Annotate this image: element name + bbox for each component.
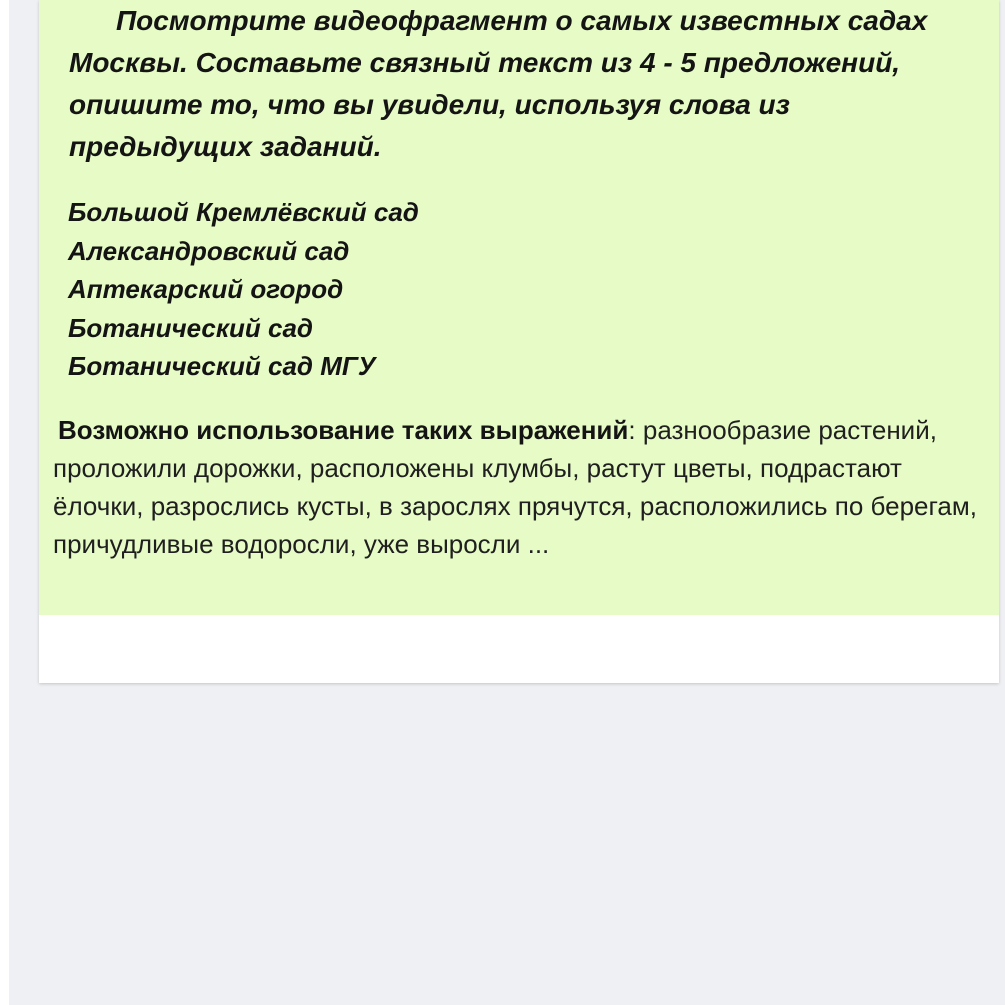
garden-item: Большой Кремлёвский сад [68, 197, 419, 227]
expressions-hint [53, 411, 993, 563]
garden-list [68, 193, 419, 386]
garden-item: Ботанический сад МГУ [68, 351, 376, 381]
hint-lead: Возможно использование таких выражений [58, 415, 629, 445]
task-instruction: Посмотрите видеофрагмент о самых известных садах Москвы. Составьте связный текст из 4 - 5 предложений, опишите то, что вы увидели, используя слова из предыдущих заданий. [69, 5, 928, 162]
hint-text: : разнообразие растений, проложили дорожки, расположены клумбы, растут цветы, подрастают ёлочки, разрослись кусты, в зарослях прячутся, расположились по берегам, причудливые водоросли, уже выросли ... [53, 415, 977, 559]
garden-item: Аптекарский огород [68, 274, 344, 304]
garden-item: Александровский сад [68, 235, 350, 266]
task-card [39, 0, 999, 683]
task-panel [39, 0, 999, 615]
garden-item: Ботанический сад [68, 312, 314, 343]
